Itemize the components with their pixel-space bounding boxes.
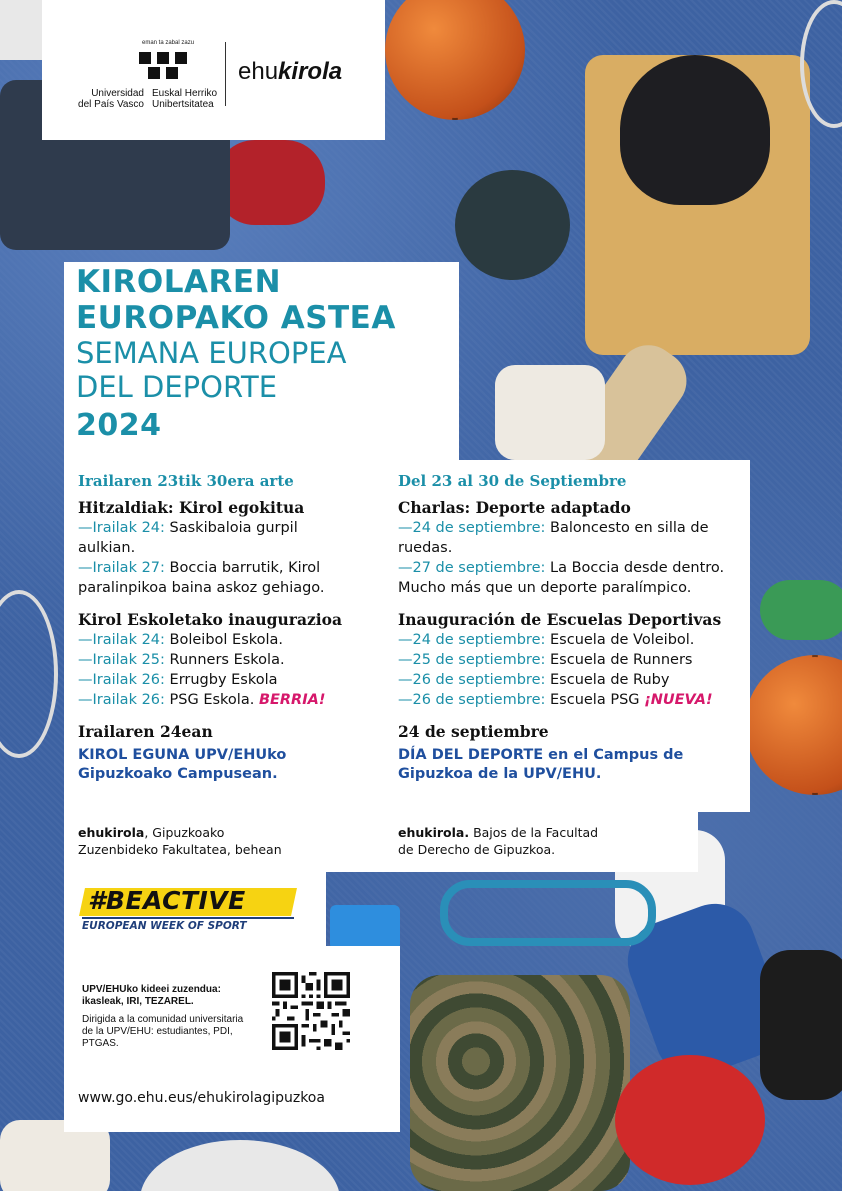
- schools-heading-es: Inauguración de Escuelas Deportivas: [398, 610, 722, 629]
- talks-heading-eu: Hitzaldiak: Kirol egokitua: [78, 498, 305, 517]
- red-headgear-image: [615, 1055, 765, 1185]
- school-item-es-1: —24 de septiembre: Escuela de Voleibol.: [398, 632, 695, 648]
- black-boot-image: [760, 950, 842, 1100]
- sport-day-text-es-2: Gipuzkoa de la UPV/EHU.: [398, 766, 602, 782]
- talks-group-eu: [78, 498, 408, 598]
- school-item-eu-4: —Irailak 26: PSG Eskola. BERRIA!: [78, 692, 326, 708]
- school-item-es-2: —25 de septiembre: Escuela de Runners: [398, 652, 693, 668]
- talks-heading-es: Charlas: Deporte adaptado: [398, 498, 631, 517]
- dates-es: Del 23 al 30 de Septiembre: [398, 472, 627, 490]
- new-badge-eu: BERRIA!: [258, 692, 326, 708]
- school-item-eu-2: —Irailak 25: Runners Eskola.: [78, 652, 285, 668]
- sport-day-group-eu: [78, 722, 408, 784]
- beactive-logo: #BEACTIVE EUROPEAN WEEK OF SPORT: [82, 888, 294, 932]
- qr-code-icon[interactable]: [272, 972, 350, 1050]
- blue-item-image: [330, 905, 400, 950]
- schools-group-eu: [78, 610, 408, 710]
- talks-group-es: [398, 498, 743, 598]
- green-shoe-image: [760, 580, 842, 640]
- beactive-panel: [64, 872, 326, 946]
- new-badge-es: ¡NUEVA!: [644, 692, 713, 708]
- school-item-eu-3: —Irailak 26: Errugby Eskola: [78, 672, 278, 688]
- program-column-eu: [78, 472, 408, 796]
- title-eu-line2: EUROPAKO ASTEA: [76, 300, 396, 336]
- sport-day-group-es: [398, 722, 743, 784]
- dates-eu: Irailaren 23tik 30era arte: [78, 472, 294, 490]
- beactive-subtitle: EUROPEAN WEEK OF SPORT: [82, 917, 294, 932]
- ball-bottom-image: [140, 1140, 340, 1191]
- dark-helmet-image: [455, 170, 570, 280]
- program-column-es: [398, 472, 743, 796]
- talk-item-es-2: —27 de septiembre: La Boccia desde dentro. Mucho más que un deporte paralímpico.: [398, 560, 725, 596]
- racket-image-left: [0, 590, 58, 758]
- sport-day-text-eu-1: KIROL EGUNA UPV/EHUko: [78, 747, 287, 763]
- school-item-eu-1: —Irailak 24: Boleibol Eskola.: [78, 632, 284, 648]
- university-logo: [62, 38, 257, 118]
- location-eu: ehukirola, Gipuzkoako Zuzenbideko Fakultatea, behean: [78, 825, 282, 857]
- red-bag-image: [215, 140, 325, 225]
- basketball-right: [745, 655, 842, 795]
- glove-image: [495, 365, 605, 460]
- shoe-top-left-image: [0, 0, 45, 60]
- program-panel: [64, 460, 750, 812]
- title-es-line2: DEL DEPORTE: [76, 370, 278, 404]
- talk-item-eu-1: —Irailak 24: Saskibaloia gurpil aulkian.: [78, 520, 298, 556]
- title-es-line1: SEMANA EUROPEA: [76, 336, 347, 370]
- sport-day-heading-eu: Irailaren 24ean: [78, 722, 213, 741]
- title-eu-line1: KIROLAREN: [76, 264, 282, 300]
- basketball-top: [385, 0, 525, 120]
- location-panel: [64, 812, 698, 872]
- ehukirola-logo: ehukirola: [238, 58, 343, 85]
- university-name-eu: Euskal Herriko Unibertsitatea: [152, 88, 218, 110]
- audience-panel: [64, 946, 400, 1132]
- sport-day-text-es-1: DÍA DEL DEPORTE en el Campus de: [398, 747, 684, 763]
- audience-text: UPV/EHUko kideei zuzendua: ikasleak, IRI, TEZAREL. Dirigida a la comunidad universitaria de la UPV/EHU: estudiantes, PDI, PTGAS.: [82, 984, 244, 1049]
- talk-item-eu-2: —Irailak 27: Boccia barrutik, Kirol paralinpikoa baina askoz gehiago.: [78, 560, 325, 596]
- title-panel: [64, 262, 459, 460]
- university-emblem-icon: [137, 50, 189, 82]
- helmet-image: [620, 55, 770, 205]
- website-link[interactable]: www.go.ehu.eus/ehukirolagipuzkoa: [78, 1090, 325, 1106]
- school-item-es-3: —26 de septiembre: Escuela de Ruby: [398, 672, 670, 688]
- motto-text: eman ta zabal zazu: [142, 40, 195, 46]
- camo-bag-image: [410, 975, 630, 1191]
- logo-divider: [225, 42, 226, 106]
- location-es: ehukirola. Bajos de la Facultad de Derecho de Gipuzkoa.: [398, 825, 599, 857]
- sport-day-heading-es: 24 de septiembre: [398, 722, 549, 741]
- title-year: 2024: [76, 408, 162, 443]
- schools-group-es: [398, 610, 743, 710]
- talk-item-es-1: —24 de septiembre: Baloncesto en silla de ruedas.: [398, 520, 709, 556]
- logo-panel: [42, 0, 385, 140]
- sport-day-text-eu-2: Gipuzkoako Campusean.: [78, 766, 278, 782]
- snorkel-image: [440, 880, 656, 946]
- schools-heading-eu: Kirol Eskoletako inaugurazioa: [78, 610, 343, 629]
- school-item-es-4: —26 de septiembre: Escuela PSG ¡NUEVA!: [398, 692, 713, 708]
- university-name-es: Universidad del País Vasco: [78, 88, 144, 110]
